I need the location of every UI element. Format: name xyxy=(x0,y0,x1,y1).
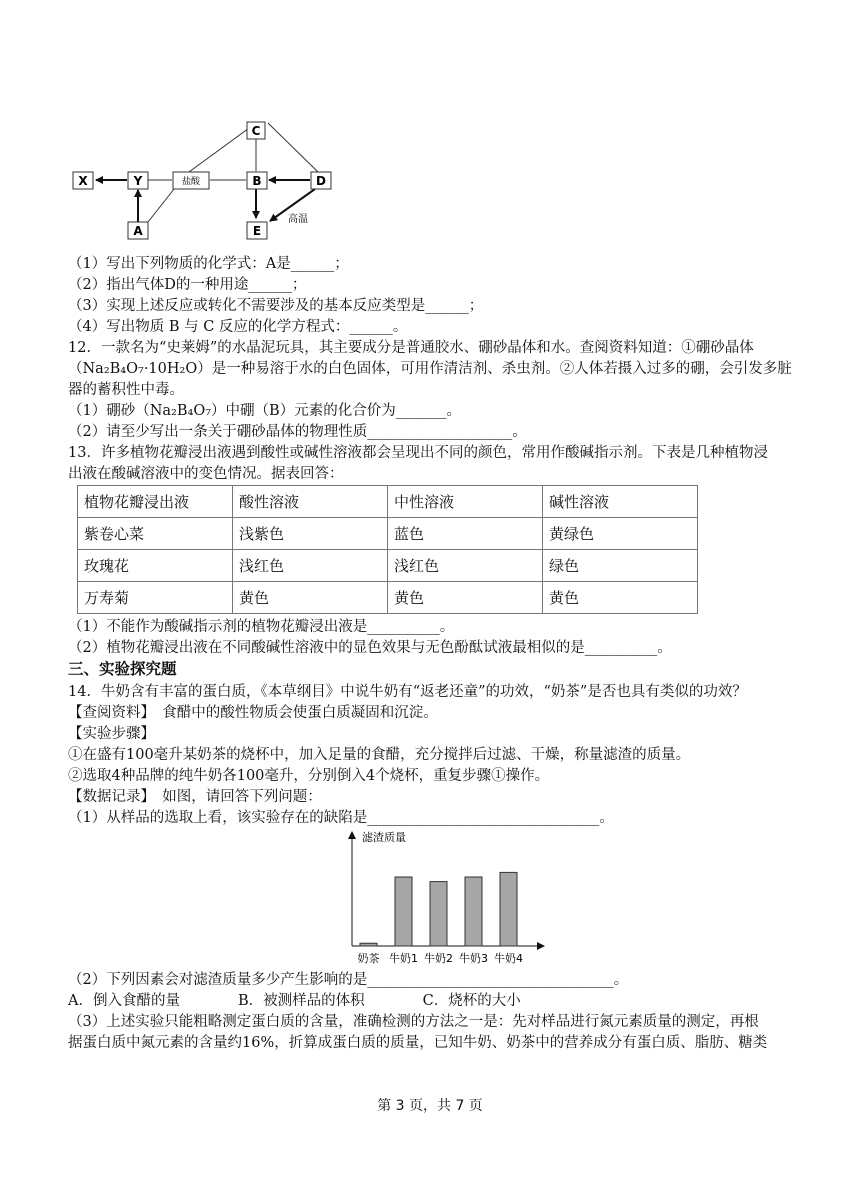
node-hydrochloric-acid xyxy=(173,172,209,189)
table-cell: 绿色 xyxy=(543,550,698,582)
table-cell: 蓝色 xyxy=(388,518,543,550)
node-Y xyxy=(128,172,148,189)
x-tick-label: 牛奶1 xyxy=(389,952,418,965)
node-B xyxy=(247,172,267,189)
y-axis-label: 滤渣质量 xyxy=(362,831,406,844)
bar-4 xyxy=(465,877,482,946)
svg-text:C: C xyxy=(251,124,261,138)
table-row xyxy=(78,550,698,582)
table-cell: 黄绿色 xyxy=(543,518,698,550)
bar-1 xyxy=(360,943,377,946)
table-header-cell: 中性溶液 xyxy=(388,486,543,518)
q14-part3-line1: （3）上述实验只能粗略测定蛋白质的含量，准确检测的方法之一是：先对样品进行氮元素质量的测定，再根 xyxy=(68,1014,759,1030)
node-E xyxy=(247,222,267,239)
table-header-cell: 植物花瓣浸出液 xyxy=(78,486,233,518)
q12-line3: 器的蓄积性中毒。 xyxy=(68,382,184,398)
bar-2 xyxy=(395,877,412,946)
q12-line2: （Na₂B₄O₇·10H₂O）是一种易溶于水的白色固体，可用作清洁剂、杀虫剂。②人体若摄入过多的硼，会引发多脏 xyxy=(68,361,792,377)
table-header-cell: 酸性溶液 xyxy=(233,486,388,518)
q11-part3: （3）实现上述反应或转化不需要涉及的基本反应类型是______； xyxy=(68,298,484,314)
svg-text:B: B xyxy=(252,174,262,188)
table-cell: 浅红色 xyxy=(233,550,388,582)
q12-line1: 12．一款名为“史莱姆”的水晶泥玩具，其主要成分是普通胶水、硼砂晶体和水。查阅资料知道：①硼砂晶体 xyxy=(68,340,754,356)
table-header-cell: 碱性溶液 xyxy=(543,486,698,518)
q12-part2: （2）请至少写出一条关于硼砂晶体的物理性质____________________。 xyxy=(68,424,527,440)
x-tick-label: 牛奶4 xyxy=(494,952,523,965)
node-X xyxy=(73,172,93,189)
q14-part3-line2: 据蛋白质中氮元素的含量约16%，折算成蛋白质的质量，已知牛奶、奶茶中的营养成分有蛋白质、脂肪、糖类 xyxy=(68,1035,768,1051)
q11-part1: （1）写出下列物质的化学式：A是______； xyxy=(68,256,349,272)
table-cell: 玫瑰花 xyxy=(78,550,233,582)
q13-line2: 出液在酸碱溶液中的变色情况。据表回答： xyxy=(68,466,344,482)
q13-part1: （1）不能作为酸碱指示剂的植物花瓣浸出液是__________。 xyxy=(68,619,455,635)
table-header-row xyxy=(78,486,698,518)
bar-5 xyxy=(500,872,517,946)
table-row xyxy=(78,518,698,550)
q14-line3: 【实验步骤】 xyxy=(68,726,155,742)
svg-text:X: X xyxy=(78,174,88,188)
reaction-diagram xyxy=(70,118,340,242)
svg-text:D: D xyxy=(316,174,326,188)
section-title: 三、实验探究题 xyxy=(68,660,177,678)
q11-part4: （4）写出物质 B 与 C 反应的化学方程式：______。 xyxy=(68,319,408,335)
indicator-table xyxy=(77,485,698,614)
x-tick-label: 牛奶2 xyxy=(424,952,453,965)
table-cell: 紫卷心菜 xyxy=(78,518,233,550)
q14-part2: （2）下列因素会对滤渣质量多少产生影响的是__________________________________。 xyxy=(68,972,629,988)
q13-line1: 13．许多植物花瓣浸出液遇到酸性或碱性溶液都会呈现出不同的颜色，常用作酸碱指示剂。下表是几种植物浸 xyxy=(68,445,768,461)
svg-text:Y: Y xyxy=(133,174,143,188)
svg-text:盐酸: 盐酸 xyxy=(181,177,201,187)
condition-label: 高温 xyxy=(288,214,308,225)
x-tick-label: 奶茶 xyxy=(357,952,380,965)
table-cell: 黄色 xyxy=(388,582,543,614)
table-cell: 黄色 xyxy=(543,582,698,614)
q12-part1: （1）硼砂（Na₂B₄O₇）中硼（B）元素的化合价为_______。 xyxy=(68,403,461,419)
table-cell: 万寿菊 xyxy=(78,582,233,614)
node-C xyxy=(247,122,265,139)
q11-part2: （2）指出气体D的一种用途______； xyxy=(68,277,307,293)
bar-3 xyxy=(430,882,447,946)
q14-line2: 【查阅资料】 食醋中的酸性物质会使蛋白质凝固和沉淀。 xyxy=(68,705,438,721)
residue-bar-chart xyxy=(330,826,560,970)
q13-part2: （2）植物花瓣浸出液在不同酸碱性溶液中的显色效果与无色酚酞试液最相似的是__________。 xyxy=(68,640,672,656)
x-tick-label: 牛奶3 xyxy=(459,952,488,965)
page-footer: 第 3 页，共 7 页 xyxy=(377,1098,483,1114)
node-D xyxy=(311,172,331,189)
svg-text:A: A xyxy=(133,224,143,238)
table-cell: 浅紫色 xyxy=(233,518,388,550)
q14-options: A．倒入食醋的量 B．被测样品的体积 C．烧杯的大小 xyxy=(68,993,521,1009)
node-A xyxy=(128,222,148,239)
q14-line1: 14．牛奶含有丰富的蛋白质，《本草纲目》中说牛奶有“返老还童”的功效，“奶茶”是否也具有类似的功效？ xyxy=(68,684,747,700)
svg-text:E: E xyxy=(252,224,262,238)
q14-line6: 【数据记录】 如图，请回答下列问题： xyxy=(68,789,322,805)
q14-line4: ①在盛有100毫升某奶茶的烧杯中，加入足量的食醋，充分搅拌后过滤、干燥，称量滤渣的质量。 xyxy=(68,747,691,763)
q14-line5: ②选取4种品牌的纯牛奶各100毫升，分别倒入4个烧杯，重复步骤①操作。 xyxy=(68,768,550,784)
q14-part1: （1）从样品的选取上看，该实验存在的缺陷是________________________________。 xyxy=(68,810,614,826)
table-cell: 浅红色 xyxy=(388,550,543,582)
table-row xyxy=(78,582,698,614)
table-cell: 黄色 xyxy=(233,582,388,614)
